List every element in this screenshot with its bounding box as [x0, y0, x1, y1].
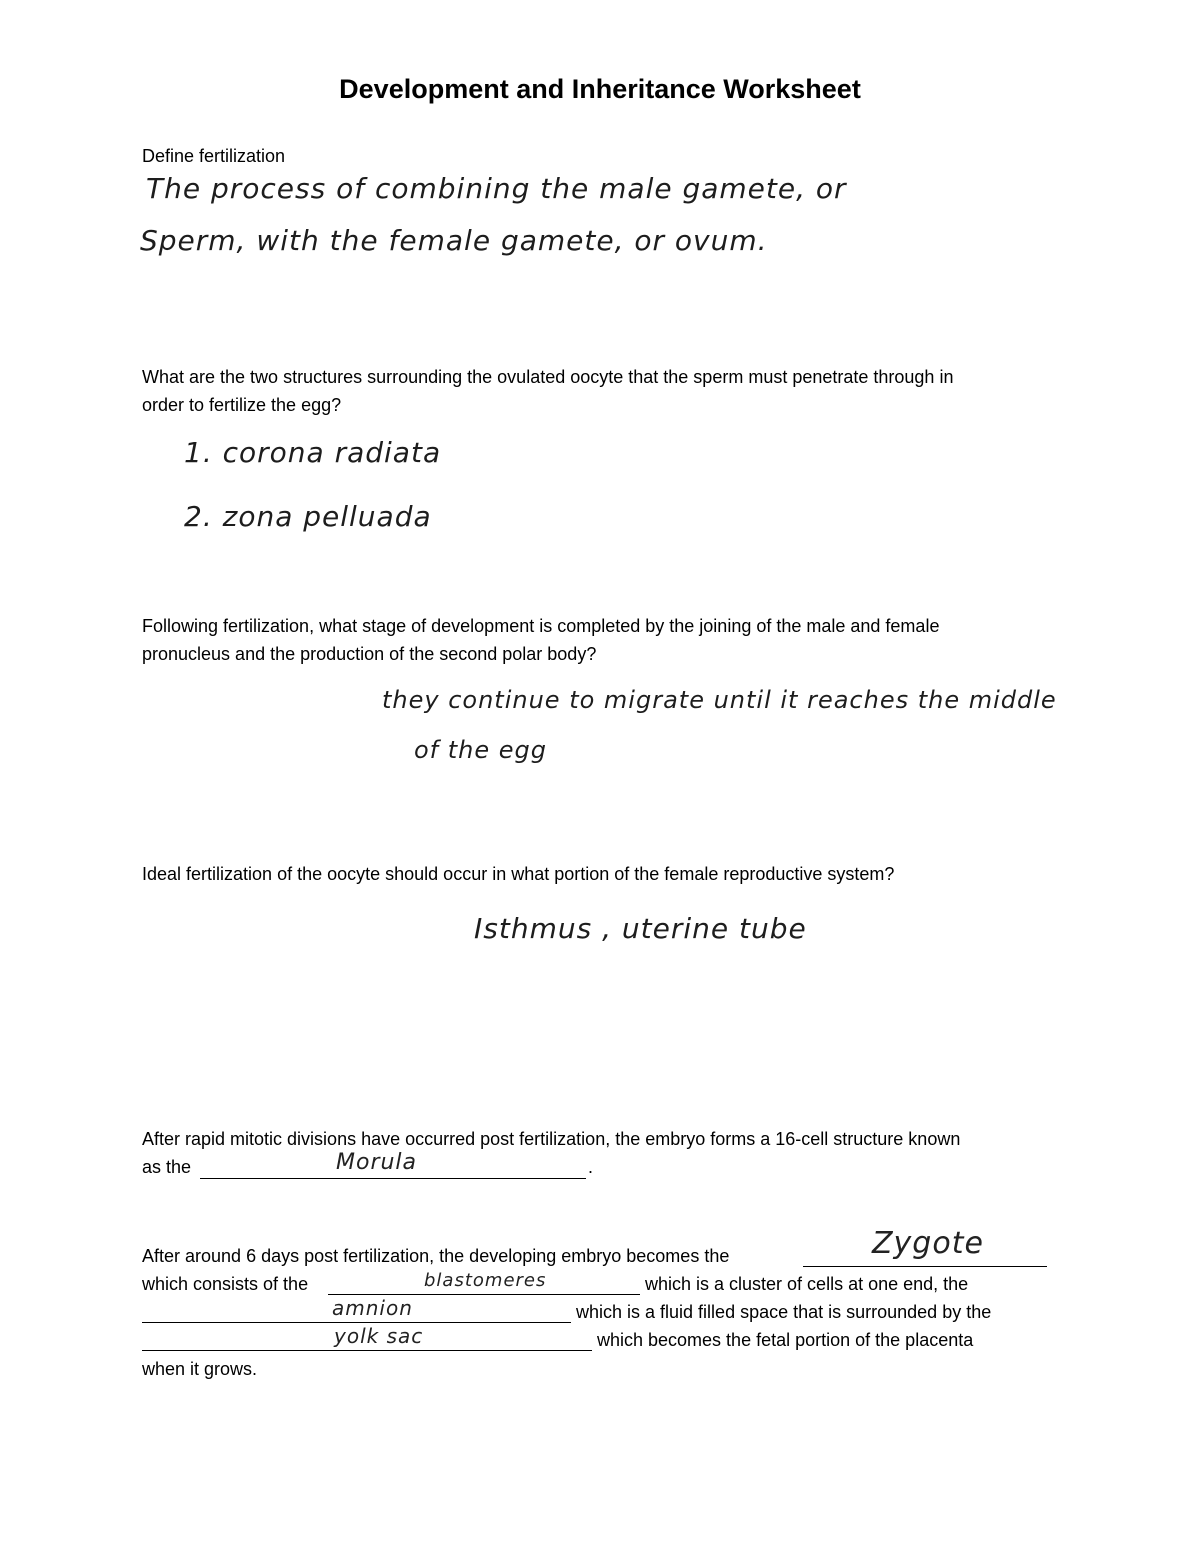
handwritten-blank-answer: blastomeres: [424, 1270, 547, 1291]
question-two-structures-line2: order to fertilize the egg?: [142, 395, 342, 415]
question-define-fertilization: Define fertilization: [142, 146, 286, 166]
question-stage-line2: pronucleus and the production of the second polar body?: [142, 644, 597, 664]
handwritten-answer-line: of the egg: [414, 736, 548, 764]
handwritten-blank-answer: Zygote: [872, 1226, 984, 1261]
handwritten-answer: Isthmus , uterine tube: [474, 912, 807, 945]
question-two-structures-line1: What are the two structures surrounding the ovulated oocyte that the sperm must penetrate through in: [142, 367, 954, 387]
handwritten-blank-answer: yolk sac: [334, 1324, 424, 1348]
question-16-cell-line1: After rapid mitotic divisions have occurred post fertilization, the embryo forms a 16-cell structure known: [142, 1129, 961, 1149]
question-6-days-text-2: which consists of the: [142, 1274, 309, 1294]
worksheet-title: Development and Inheritance Worksheet: [339, 74, 861, 104]
handwritten-answer-line: they continue to migrate until it reaches the middle: [382, 686, 1057, 714]
question-6-days-text-3: which is a cluster of cells at one end, the: [645, 1274, 969, 1294]
answer-blank-line: [142, 1322, 571, 1323]
answer-blank-line: [142, 1350, 592, 1351]
question-16-cell-start: as the: [142, 1157, 192, 1177]
question-6-days-text-4: which is a fluid filled space that is surrounded by the: [576, 1302, 992, 1322]
handwritten-blank-answer: Morula: [336, 1150, 418, 1175]
handwritten-answer-line: The process of combining the male gamete, or: [146, 172, 847, 205]
question-6-days-text-5: which becomes the fetal portion of the placenta: [597, 1330, 974, 1350]
handwritten-answer-1: 1. corona radiata: [184, 436, 442, 469]
question-ideal-fertilization: Ideal fertilization of the oocyte should occur in what portion of the female reproductive system?: [142, 864, 895, 884]
question-stage-line1: Following fertilization, what stage of development is completed by the joining of the male and female: [142, 616, 940, 636]
question-6-days-text-6: when it grows.: [142, 1359, 258, 1379]
question-6-days-text-1: After around 6 days post fertilization, the developing embryo becomes the: [142, 1246, 730, 1266]
question-16-cell-end: .: [588, 1157, 594, 1177]
handwritten-answer-2: 2. zona pelluada: [184, 500, 432, 533]
handwritten-answer-line: Sperm, with the female gamete, or ovum.: [140, 224, 768, 257]
answer-blank-line: [200, 1178, 586, 1179]
handwritten-blank-answer: amnion: [332, 1296, 413, 1320]
answer-blank-line: [328, 1294, 640, 1295]
answer-blank-line: [803, 1266, 1047, 1267]
